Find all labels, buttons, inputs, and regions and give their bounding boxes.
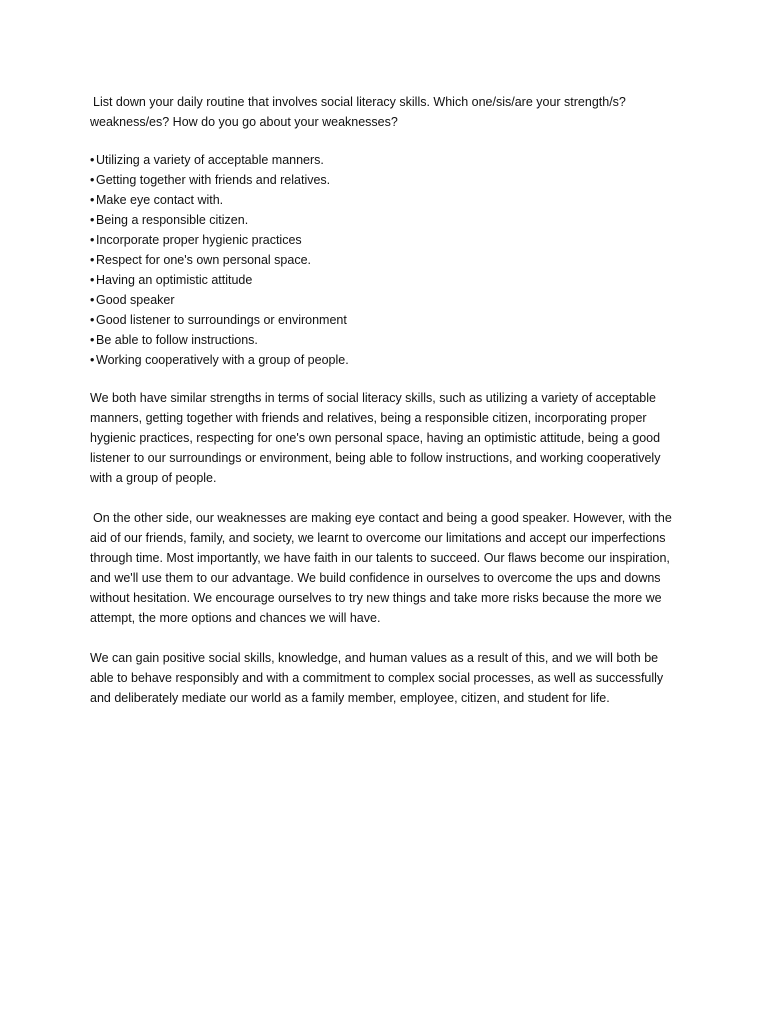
- list-item-text: Good listener to surroundings or environment: [96, 313, 347, 327]
- list-item: [90, 330, 680, 350]
- bullet-icon: •: [90, 313, 95, 327]
- weaknesses-paragraph: On the other side, our weaknesses are making eye contact and being a good speaker. However, with the aid of our friends, family, and society, we learnt to overcome our limitations and accept our imperfections through time. Most importantly, we have faith in our talents to succeed. Our flaws become our inspiration, and we'll use them to our advantage. We build confidence in ourselves to overcome the ups and downs without hesitation. We encourage ourselves to try new things and take more risks because the more we attempt, the more options and chances we will have.: [90, 511, 672, 625]
- bullet-icon: •: [90, 353, 95, 367]
- bullet-icon: •: [90, 153, 95, 167]
- list-item-text: Respect for one's own personal space.: [96, 253, 312, 267]
- list-item-text: Working cooperatively with a group of people.: [96, 353, 349, 367]
- list-item: [90, 290, 680, 310]
- list-item: [90, 350, 680, 370]
- strengths-paragraph: We both have similar strengths in terms of social literacy skills, such as utilizing a variety of acceptable manners, getting together with friends and relatives, being a responsible citizen, incorporating proper hygienic practices, respecting for one's own personal space, having an optimistic attitude, being a good listener to our surroundings or environment, being able to follow instructions, and working cooperatively with a group of people.: [90, 391, 661, 485]
- list-item: [90, 270, 680, 290]
- list-item: [90, 190, 680, 210]
- bullet-icon: •: [90, 253, 95, 267]
- bullet-icon: •: [90, 213, 95, 227]
- list-item: [90, 150, 680, 170]
- list-item: [90, 230, 680, 250]
- list-item: [90, 210, 680, 230]
- routine-list: [90, 150, 680, 370]
- list-item: [90, 250, 680, 270]
- bullet-icon: •: [90, 193, 95, 207]
- conclusion-paragraph: We can gain positive social skills, knowledge, and human values as a result of this, and we will both be able to behave responsibly and with a commitment to complex social processes, as well as successfully and deliberately mediate our world as a family member, employee, citizen, and student for life.: [90, 651, 664, 705]
- bullet-icon: •: [90, 233, 95, 247]
- bullet-icon: •: [90, 273, 95, 287]
- document-body: [90, 92, 680, 728]
- list-item-text: Make eye contact with.: [96, 193, 224, 207]
- bullet-icon: •: [90, 173, 95, 187]
- list-item-text: Be able to follow instructions.: [96, 333, 258, 347]
- bullet-icon: •: [90, 333, 95, 347]
- list-item-text: Being a responsible citizen.: [96, 213, 249, 227]
- list-item-text: Good speaker: [96, 293, 175, 307]
- list-item-text: Getting together with friends and relatives.: [96, 173, 331, 187]
- list-item-text: Having an optimistic attitude: [96, 273, 253, 287]
- list-item-text: Utilizing a variety of acceptable manners.: [96, 153, 324, 167]
- question-text: List down your daily routine that involves social literacy skills. Which one/sis/are your strength/s? weakness/es? How do you go about your weaknesses?: [90, 95, 626, 129]
- bullet-icon: •: [90, 293, 95, 307]
- list-item-text: Incorporate proper hygienic practices: [96, 233, 302, 247]
- list-item: [90, 170, 680, 190]
- list-item: [90, 310, 680, 330]
